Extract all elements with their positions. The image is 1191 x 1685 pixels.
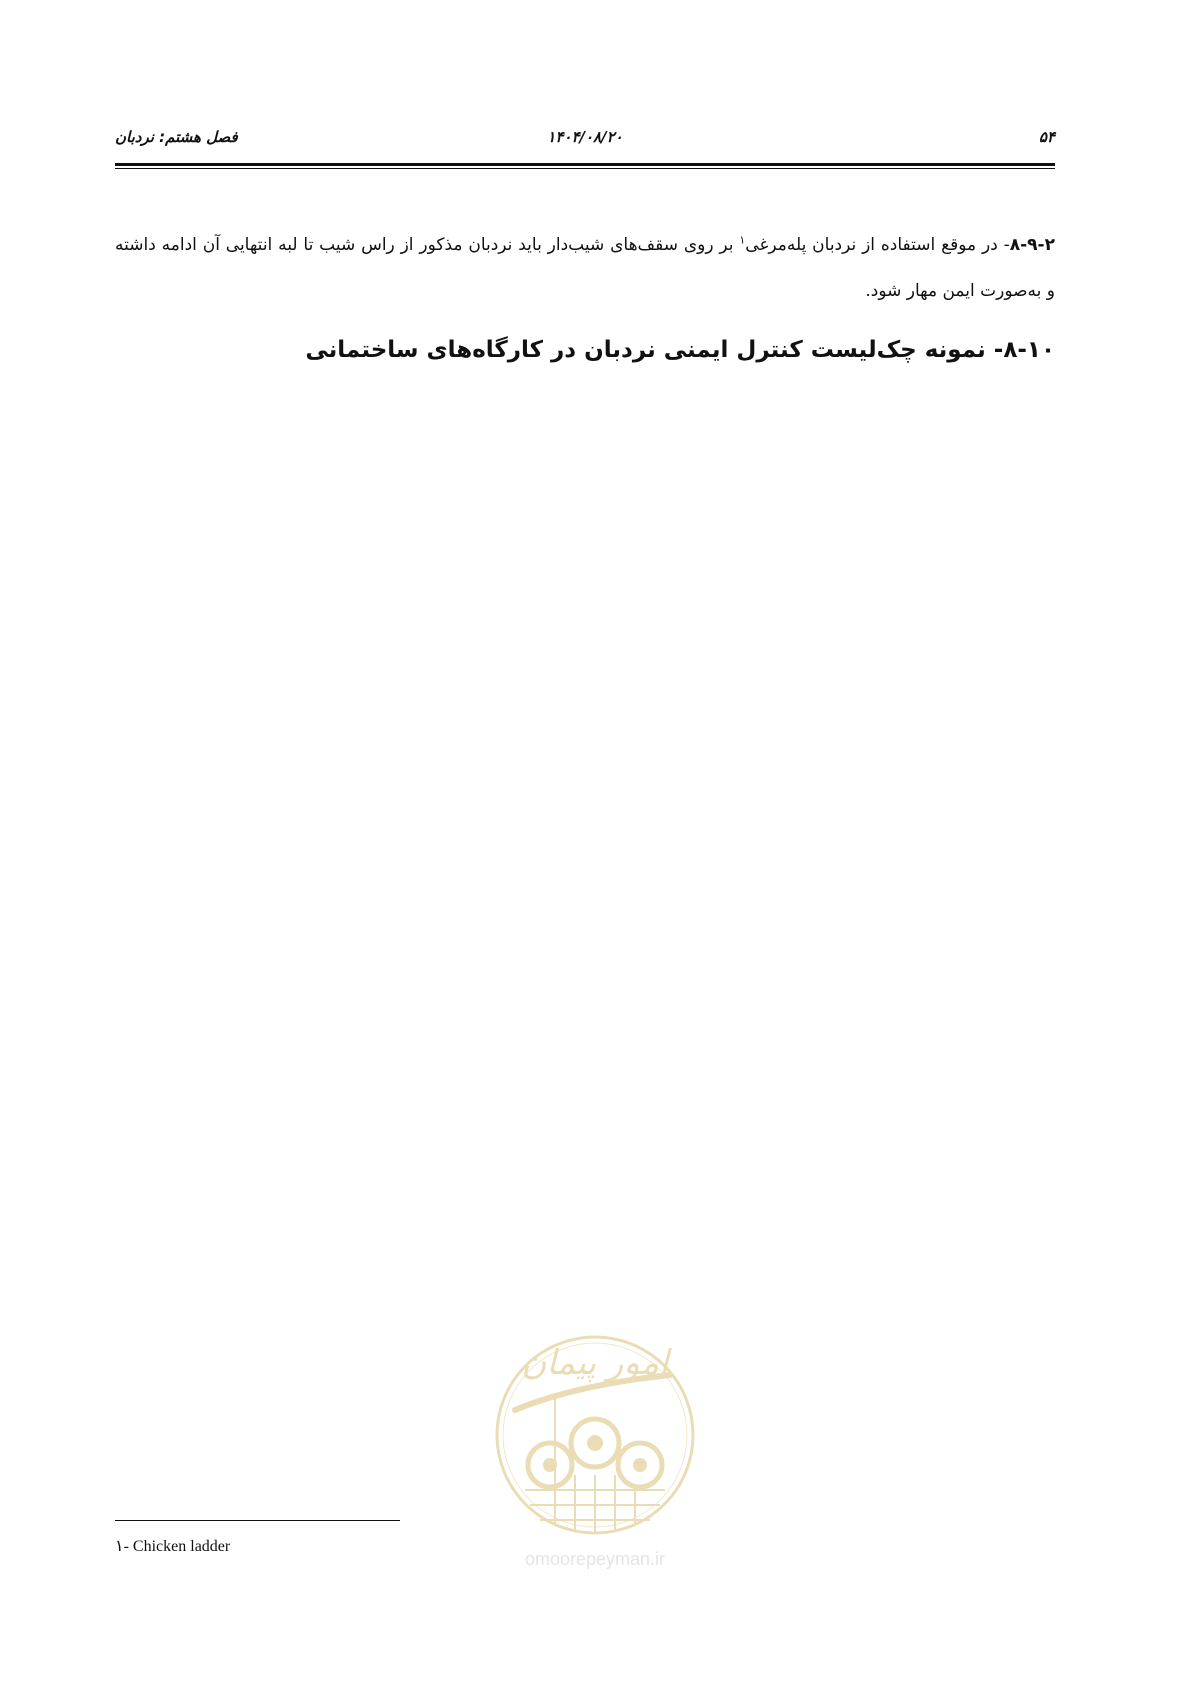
paragraph-text-start: - در موقع استفاده از نردبان پله‌مرغی	[745, 235, 1010, 255]
paragraph-number: ۸-۹-۲	[1009, 235, 1055, 255]
footnote-text: - Chicken ladder	[123, 1538, 231, 1555]
page-number: ۵۴	[1038, 128, 1055, 146]
section-heading: ۸-۱۰- نمونه چک‌لیست کنترل ایمنی نردبان در کارگاه‌های ساختمانی	[305, 337, 1055, 363]
page-header	[115, 128, 1055, 154]
paragraph-text-end: بر روی سقف‌های شیب‌دار باید نردبان مذکور از راس شیب تا لبه انتهایی آن ادامه داشته و به‌صورت ایمن مهار شود.	[115, 235, 1055, 301]
footnote	[115, 1536, 230, 1556]
watermark-logo	[485, 1325, 705, 1585]
footnote-reference[interactable]: ۱	[739, 233, 746, 247]
watermark-logo-text: امور پیمان	[521, 1343, 669, 1383]
header-date: ۱۴۰۴/۰۸/۲۰	[547, 128, 623, 146]
footnote-separator	[115, 1520, 400, 1521]
chapter-title: فصل هشتم: نردبان	[115, 128, 238, 146]
body-paragraph	[115, 222, 1055, 314]
footnote-number: ۱	[115, 1538, 124, 1555]
header-rule-thin	[115, 168, 1055, 169]
watermark-url: omoorepeyman.ir	[524, 1549, 666, 1569]
header-rule-thick	[115, 163, 1055, 166]
